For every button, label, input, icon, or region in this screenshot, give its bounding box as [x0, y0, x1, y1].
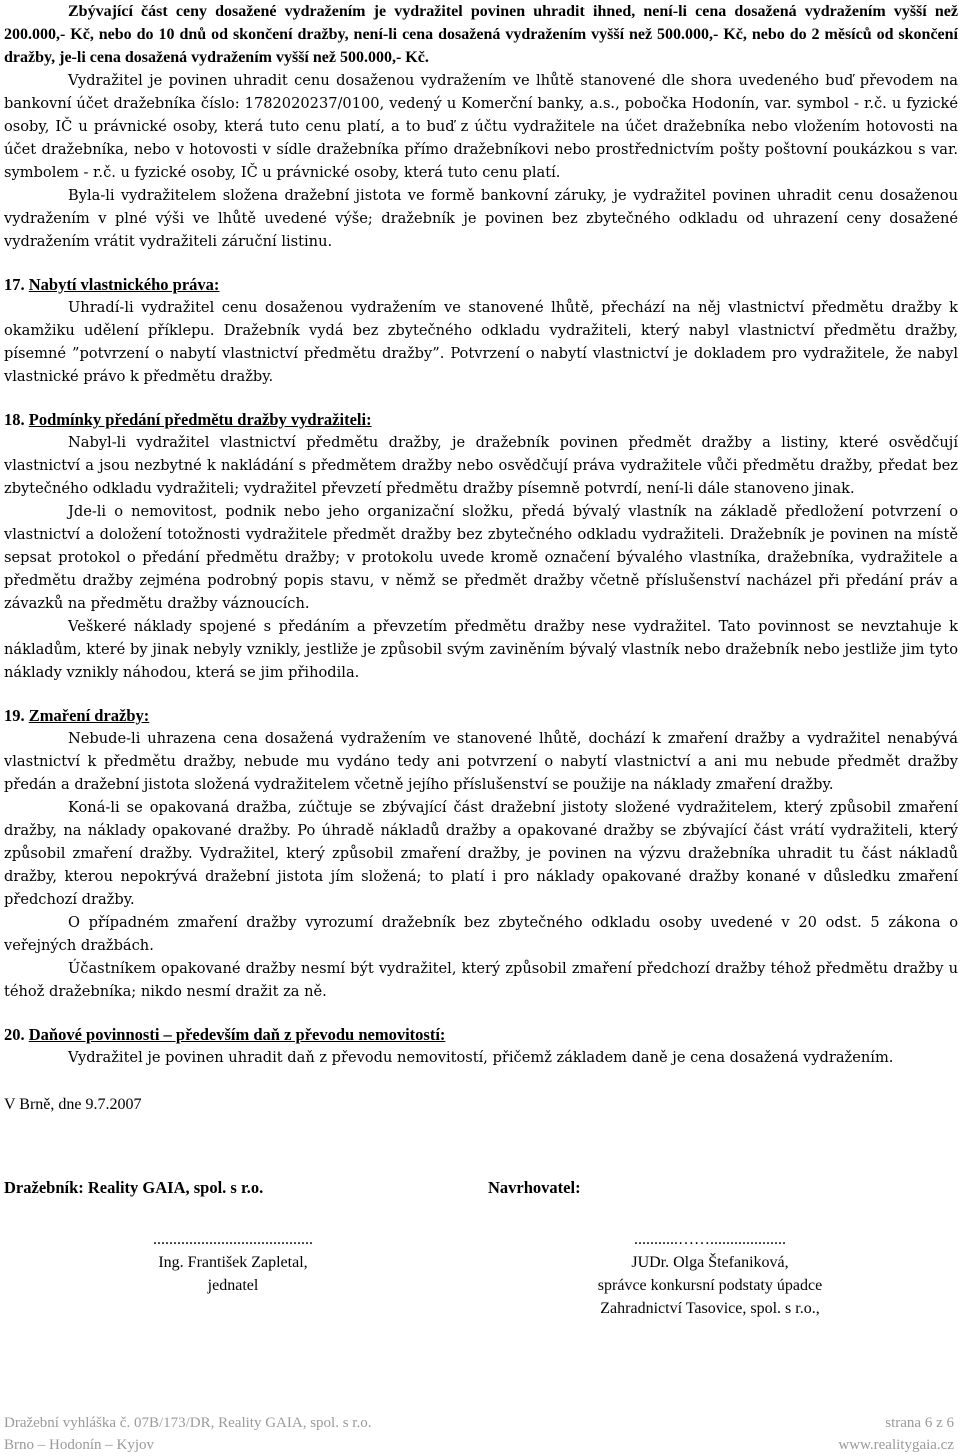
section-18-paragraph: Nabyl-li vydražitel vlastnictví předmětu dražby, je dražebník povinen předmět dražby a listiny, které osvědčují vlastnictví a jsou nezbytné k nakládání s předmětem dražby nebo osvědčují práva vydražitele vůči předmětu dražby, předat bez zbytečného odkladu vydražiteli; vydražitel převzetí předmětu dražby písemně potvrdí, není-li dále stanoveno jinak.: [4, 434, 958, 497]
payment-method-paragraph: Vydražitel je povinen uhradit cenu dosaženou vydražením ve lhůtě stanovené dle shora uvedeného buď převodem na bankovní účet dražebníka číslo: 1782020237/0100, vedený u Komerční banky, a.s., pobočka Hodonín, var. symbol - r.č. u fyzické osoby, IČ u právnické osoby, která tuto cenu platí, a to buď z účtu vydražitele na účet dražebníka nebo vložením hotovosti na účet dražebníka, nebo v hotovosti v sídle dražebníka přímo dražebníkovi nebo prostřednictvím pošty poštovní poukázkou s var. symbolem - r.č. u fyzické osoby, IČ u právnické osoby, která tuto cenu platí.: [4, 72, 958, 181]
signatory-name: JUDr. Olga Štefaniková,: [631, 1254, 789, 1271]
proposer-signature: [560, 1228, 860, 1320]
section-title: Podmínky předání předmětu dražby vydražiteli:: [28, 410, 372, 429]
section-20-heading: [4, 1023, 958, 1046]
section-18-heading: [4, 408, 958, 431]
auctioneer-signature: [118, 1228, 348, 1297]
section-19-paragraph: Účastníkem opakované dražby nesmí být vydražitel, který způsobil zmaření předchozí dražby téhož předmětu dražby u téhož dražebníka; nikdo nesmí dražit za ně.: [4, 960, 958, 1000]
section-17-paragraph: Uhradí-li vydražitel cenu dosaženou vydražením ve stanovené lhůtě, přechází na něj vlastnictví předmětu dražby k okamžiku udělení příklepu. Dražebník vydá bez zbytečného odkladu vydražiteli, který nabyl vlastnictví předmětu dražby, písemné ”potvrzení o nabytí vlastnictví předmětu dražby”. Potvrzení o nabytí vlastnictví je dokladem pro vydražitele, že nabyl vlastnické právo k předmětu dražby.: [4, 299, 958, 385]
section-title: Nabytí vlastnického práva:: [28, 275, 220, 294]
footer-document-ref: Dražební vyhláška č. 07B/173/DR, Reality GAIA, spol. s r.o.: [4, 1415, 372, 1431]
signatory-role: správce konkursní podstaty úpadce: [597, 1277, 823, 1294]
document-date: V Brně, dne 9.7.2007: [4, 1096, 142, 1113]
bank-guarantee-paragraph: Byla-li vydražitelem složena dražební jistota ve formě bankovní záruky, je vydražitel povinen uhradit cenu dosaženou vydražením v plné výši ve lhůtě uvedené výše; dražebník je povinen bez zbytečného odkladu od uhrazení ceny dosažené vydražením vrátit vydražiteli záruční listinu.: [4, 187, 958, 250]
signature-line: ........................................: [153, 1231, 313, 1248]
section-20-paragraph: Vydražitel je povinen uhradit daň z převodu nemovitostí, přičemž základem daně je cena dosažená vydražením.: [68, 1049, 894, 1066]
payment-deadline-paragraph: Zbývající část ceny dosažené vydražením je vydražitel povinen uhradit ihned, není-li cena dosažená vydražením vyšší než 200.000,- Kč, nebo do 10 dnů od skončení dražby, není-li cena dosažená vydražením vyšší než 500.000,- Kč, nebo do 2 měsíců od skončení dražby, je-li cena dosažená vydražením vyšší než 500.000,- Kč.: [4, 3, 958, 66]
section-title: Daňové povinnosti – především daň z převodu nemovitostí:: [28, 1025, 446, 1044]
section-number: 18.: [4, 410, 25, 429]
section-17-heading: [4, 273, 958, 296]
section-number: 17.: [4, 275, 25, 294]
proposer-label: Navrhovatel:: [488, 1178, 581, 1197]
section-19-paragraph: Koná-li se opakovaná dražba, zúčtuje se zbývající část dražební jistoty složené vydražitelem, který způsobil zmaření dražby, na náklady opakované dražby. Po úhradě nákladů dražby a opakované dražby se zbývající část vrátí vydražiteli, který způsobil zmaření dražby. Vydražitel, který způsobil zmaření dražby, je povinen na výzvu dražebníka uhradit tu část nákladů dražby, kterou nepokrývá dražební jistota jím složená; to platí i pro náklady opakované dražby konané v důsledku zmaření předchozí dražby.: [4, 799, 958, 908]
footer-website: www.realitygaia.cz: [838, 1437, 954, 1453]
document-body: [4, 0, 958, 1116]
section-18-paragraph: Veškeré náklady spojené s předáním a převzetím předmětu dražby nese vydražitel. Tato povinnost se nevztahuje k nákladům, které by jinak nebyly vznikly, jestliže je způsobil svým zaviněním bývalý vlastník nebo dražebník nebo jestliže jim tyto náklady vznikly náhodou, která se jim přihodila.: [4, 618, 958, 681]
auctioneer-label: Dražebník: Reality GAIA, spol. s r.o.: [4, 1178, 264, 1197]
section-number: 20.: [4, 1025, 25, 1044]
section-19-paragraph: Nebude-li uhrazena cena dosažená vydražením ve stanovené lhůtě, dochází k zmaření dražby a vydražitel nenabývá vlastnictví k předmětu dražby, nebude mu vydáno tedy ani potvrzení o nabytí vlastnictví a ani mu nebude předmět dražby předán a dražební jistota složená vydražitelem včetně jejího příslušenství se použije na náklady zmaření dražby.: [4, 730, 958, 793]
section-19-paragraph: O případném zmaření dražby vyrozumí dražebník bez zbytečného odkladu osoby uvedené v 20 odst. 5 zákona o veřejných dražbách.: [4, 914, 958, 954]
section-19-heading: [4, 704, 958, 727]
footer-offices: Brno – Hodonín – Kyjov: [4, 1437, 154, 1453]
footer-page-number: strana 6 z 6: [885, 1415, 954, 1431]
signatory-role: Zahradnictví Tasovice, spol. s r.o.,: [600, 1300, 820, 1317]
section-title: Zmaření dražby:: [28, 706, 150, 725]
section-18-paragraph: Jde-li o nemovitost, podnik nebo jeho organizační složku, předá bývalý vlastník na základě předložení potvrzení o vlastnictví a doložení totožnosti vydražitele předmět dražby bez zbytečného odkladu vydražiteli. Dražebník je povinen na místě sepsat protokol o předání předmětu dražby; v protokolu uvede kromě označení bývalého vlastníka, dražebníka, vydražitele a předmětu dražby zejména podrobný popis stavu, v němž se předmět dražby včetně příslušenství nacházel při předání práv a závazků na předmětu dražby váznoucích.: [4, 503, 958, 612]
signature-line: ...........……...................: [634, 1231, 786, 1248]
section-number: 19.: [4, 706, 25, 725]
signatory-role: jednatel: [207, 1277, 259, 1294]
signatory-name: Ing. František Zapletal,: [158, 1254, 308, 1271]
